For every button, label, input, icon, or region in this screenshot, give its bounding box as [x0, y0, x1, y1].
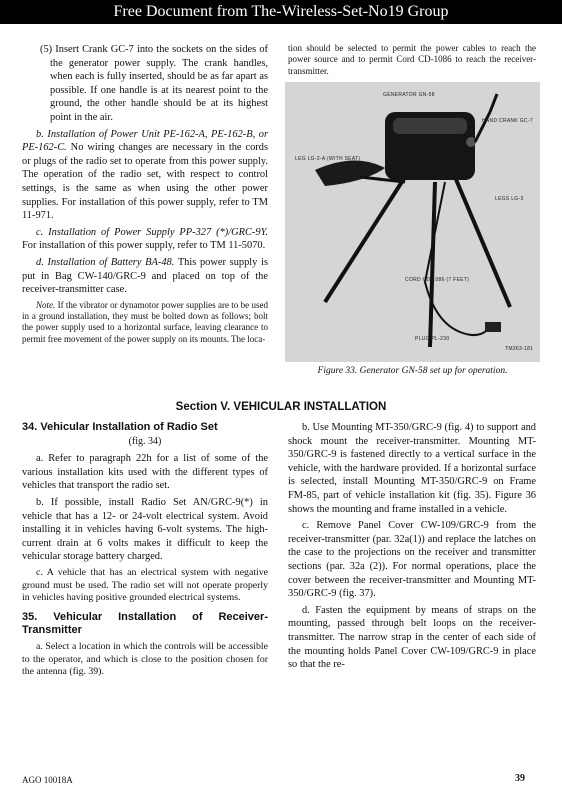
para-d-lead: d. Installation of Battery BA-48. [36, 256, 175, 268]
continued-text: tion should be selected to permit the power cables to reach the power source and to permit Cord CD-1086 to reach the receiver-transmitter. [288, 43, 536, 76]
para-b-text: No wiring changes are necessary in the cords or plugs of the radio set to operate from this power supply. The operation of the radio set, with respect to control settings, is the same as when using the other power supplies. For installation of this power supply, refer to TM 11-971. [22, 142, 268, 222]
para-b [22, 128, 268, 223]
page-number: 39 [515, 773, 525, 784]
para-b-lead: b. Installation of Power Unit PE-162-A, PE-162-B, or PE-162-C. [22, 128, 268, 154]
para-c [22, 226, 268, 253]
label-seat: LEG LG-2-A (WITH SEAT) [295, 156, 361, 162]
site-banner: Free Document from The-Wireless-Set-No19 Group [0, 0, 562, 24]
note-text: If the vibrator or dynamotor power supplies are to be used in a ground installation, they must be bolted down as follows; bolt the power supply used to a horizontal surface, leaving clearance to permit free movement of the power supply on its mounts. The loca- [22, 299, 268, 344]
note [22, 300, 268, 345]
label-cord: CORD CD-1086 (7 FEET) [405, 277, 470, 283]
label-tm: TM263-181 [505, 346, 534, 352]
heading-34-sub: (fig. 34) [128, 435, 162, 447]
para-35b: b. Use Mounting MT-350/GRC-9 (fig. 4) to support and shock mount the receiver-transmitter. Mounting MT-350/GRC-9 is fastened directly to a vertical surface in the vehicle, with the hardware provided. If a horizontal surface is selected, install Mounting MT-350/GRC-9 on Frame FM-85, part of vehicle installation kit (fig. 35). Figure 36 shows the mounting and frame installed in a vehicle. [288, 422, 536, 515]
para-34c: c. A vehicle that has an electrical system with negative ground must be used. The radio set will not operate properly in vehicles having positive grounded electrical systems. [22, 566, 268, 604]
para-35c: c. Remove Panel Cover CW-109/GRC-9 from the receiver-transmitter (par. 32a(1)) and replace the latches on the case to the projections on the receiver and transmitter sections (par. 32a (2)). For normal operations, place the cover between the receiver-transmitter and Mounting MT-350/GRC-9 (fig. 37). [288, 520, 536, 600]
label-plug: PLUG PL-230 [415, 336, 450, 342]
para-35a: a. Select a location in which the controls will be accessible to the operator, and which is close to the position chosen for the antenna (fig. 39). [22, 640, 268, 678]
label-generator: GENERATOR GN-58 [383, 92, 435, 98]
left-column-top [22, 43, 268, 348]
left-column-bottom [22, 421, 268, 682]
note-lead: Note. [36, 299, 56, 310]
heading-35: 35. Vehicular Installation of Receiver-Transmitter [22, 610, 268, 637]
heading-34: 34. Vehicular Installation of Radio Set [22, 421, 218, 433]
right-column-bottom [288, 421, 536, 675]
para-34b: b. If possible, install Radio Set AN/GRC-9(*) in vehicle that has a 12- or 24-volt electrical system. Avoid installing it in vehicles having 6-volt systems. The high-current drain at 6 volts makes it difficult to keep the vehicular storage battery charged. [22, 496, 268, 563]
para-35d: d. Fasten the equipment by means of straps on the mounting, passed through belt loops on the receiver-transmitter. The narrow strap in the center of each side of the mounting holds Panel Cover CW-109/GRC-9 in place so that the re- [288, 604, 536, 671]
para-c-lead: c. Installation of Power Supply PP-327 (*)/GRC-9Y. [36, 226, 268, 238]
figure-caption: Figure 33. Generator GN-58 set up for operation. [317, 366, 508, 376]
footer-ago: AGO 10018A [22, 775, 73, 785]
generator-figure [285, 82, 540, 362]
label-legs: LEGS LG-3 [495, 196, 524, 202]
step-5: (5) Insert Crank GC-7 into the sockets on the sides of the generator power supply. The crank handles, when each is fully inserted, should be as far apart as possible. If one handle is at its nearest point to the ground, the other handle should be at its highest point in the air. [40, 44, 268, 123]
generator-drawing [385, 112, 476, 180]
para-d-text: This power supply is put in Bag CW-140/GRC-9 and placed on top of the receiver-transmitter case. [22, 256, 268, 296]
para-34a: a. Refer to paragraph 22h for a list of some of the various installation kits used with the different types of vehicles that transport the radio set. [22, 453, 268, 492]
right-column-top [288, 43, 536, 80]
section-title: Section V. VEHICULAR INSTALLATION [175, 401, 387, 413]
para-d [22, 256, 268, 297]
para-c-text: For installation of this power supply, refer to TM 11-5070. [22, 240, 266, 252]
label-crank: HAND CRANK GC-7 [482, 118, 533, 124]
